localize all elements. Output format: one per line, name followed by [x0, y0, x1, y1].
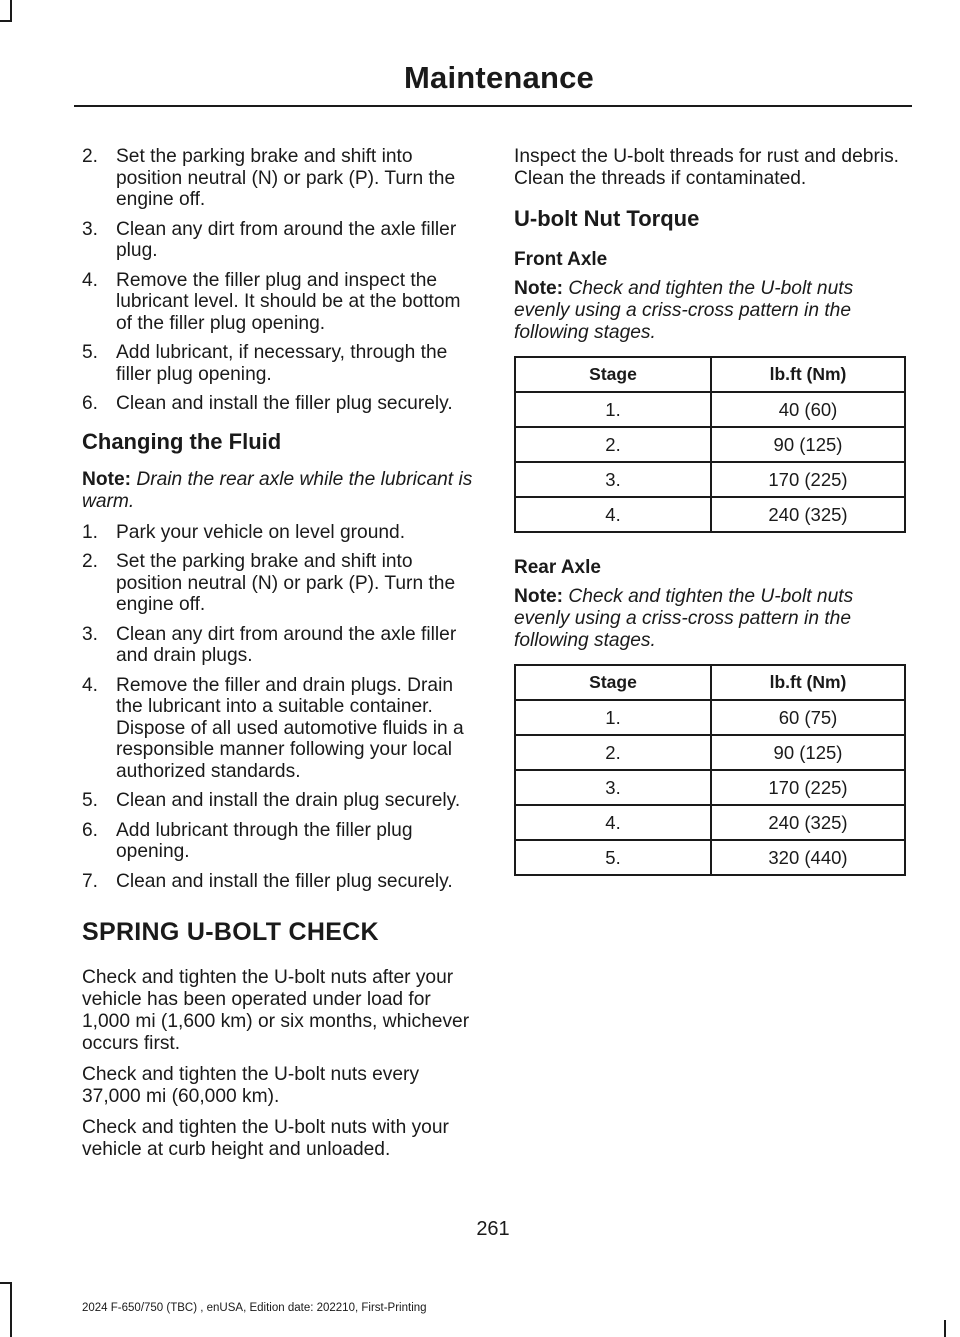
header-rule — [74, 105, 912, 107]
column-header-torque: lb.ft (Nm) — [711, 357, 905, 392]
changing-fluid-note: Note: Drain the rear axle while the lubricant is warm. — [82, 468, 473, 512]
list-item: 3. Clean any dirt from around the axle filler plug. — [82, 218, 457, 261]
footer-edition-info: 2024 F-650/750 (TBC) , enUSA, Edition date: 202210, First-Printing — [82, 1302, 427, 1314]
table-row: 4. 240 (325) — [515, 497, 905, 532]
changing-fluid-heading: Changing the Fluid — [82, 428, 282, 454]
changing-fluid-steps — [82, 522, 474, 893]
table-row: 2. 90 (125) — [515, 735, 905, 770]
front-axle-torque-table — [514, 356, 906, 533]
spring-paragraph-3: Check and tighten the U-bolt nuts with your vehicle at curb height and unloaded. — [82, 1117, 449, 1160]
crop-mark-bottom-left — [10, 1282, 12, 1337]
rear-axle-note: Note: Check and tighten the U-bolt nuts evenly using a criss-cross pattern in the following stages. — [514, 586, 854, 651]
crop-mark-bottom-right — [944, 1320, 946, 1337]
list-item: 2. Set the parking brake and shift into position neutral (N) or park (P). Turn the engine off. — [82, 146, 456, 210]
table-header-row — [515, 665, 905, 700]
spring-paragraph-1: Check and tighten the U-bolt nuts after your vehicle has been operated under load for 1,000 mi (1,600 km) or six months, whichever occurs first. — [82, 967, 470, 1054]
spring-ubolt-heading: SPRING U-BOLT CHECK — [82, 918, 379, 946]
torque-heading: U-bolt Nut Torque — [514, 206, 700, 231]
list-item: 1. Park your vehicle on level ground. — [82, 521, 406, 543]
table-row: 5. 320 (440) — [515, 840, 905, 875]
column-header-stage: Stage — [515, 665, 711, 700]
spring-paragraph-2: Check and tighten the U-bolt nuts every 37,000 mi (60,000 km). — [82, 1064, 420, 1107]
rear-axle-torque-table — [514, 664, 906, 876]
column-header-torque: lb.ft (Nm) — [711, 665, 905, 700]
front-axle-note: Note: Check and tighten the U-bolt nuts evenly using a criss-cross pattern in the following stages. — [514, 278, 854, 343]
list-item: 5. Clean and install the drain plug securely. — [82, 790, 461, 811]
table-row: 3. 170 (225) — [515, 462, 905, 497]
list-item: 4. Remove the filler and drain plugs. Drain the lubricant into a suitable container. Dispose of all used automotive fluids in a responsible manner following your local authorized standards. — [82, 674, 464, 782]
table-row: 4. 240 (325) — [515, 805, 905, 840]
table-row: 2. 90 (125) — [515, 427, 905, 462]
list-item: 6. Clean and install the filler plug securely. — [82, 393, 453, 414]
front-axle-heading: Front Axle — [514, 249, 608, 270]
page-title: Maintenance — [404, 60, 594, 95]
page-number: 261 — [476, 1218, 510, 1240]
crop-mark-bottom-left-horizontal — [0, 1282, 12, 1284]
check-level-steps — [82, 146, 474, 415]
list-item: 4. Remove the filler plug and inspect the lubricant level. It should be at the bottom of the filler plug opening. — [82, 269, 461, 334]
crop-mark-top-left — [10, 0, 12, 20]
left-column — [82, 146, 474, 1161]
list-item: 6. Add lubricant through the filler plug opening. — [82, 819, 413, 862]
rear-axle-heading: Rear Axle — [514, 557, 601, 578]
list-item: 7. Clean and install the filler plug securely. — [82, 870, 453, 892]
table-row: 1. 40 (60) — [515, 392, 905, 427]
table-row: 1. 60 (75) — [515, 700, 905, 735]
table-header-row — [515, 357, 905, 392]
list-item: 3. Clean any dirt from around the axle filler and drain plugs. — [82, 623, 457, 666]
table-row: 3. 170 (225) — [515, 770, 905, 805]
list-item: 2. Set the parking brake and shift into position neutral (N) or park (P). Turn the engine off. — [82, 551, 456, 615]
crop-mark-top-left-horizontal — [0, 20, 12, 22]
list-item: 5. Add lubricant, if necessary, through the filler plug opening. — [82, 342, 448, 385]
intro-paragraph: Inspect the U-bolt threads for rust and debris. Clean the threads if contaminated. — [514, 146, 900, 189]
right-column — [514, 146, 906, 876]
column-header-stage: Stage — [515, 357, 711, 392]
